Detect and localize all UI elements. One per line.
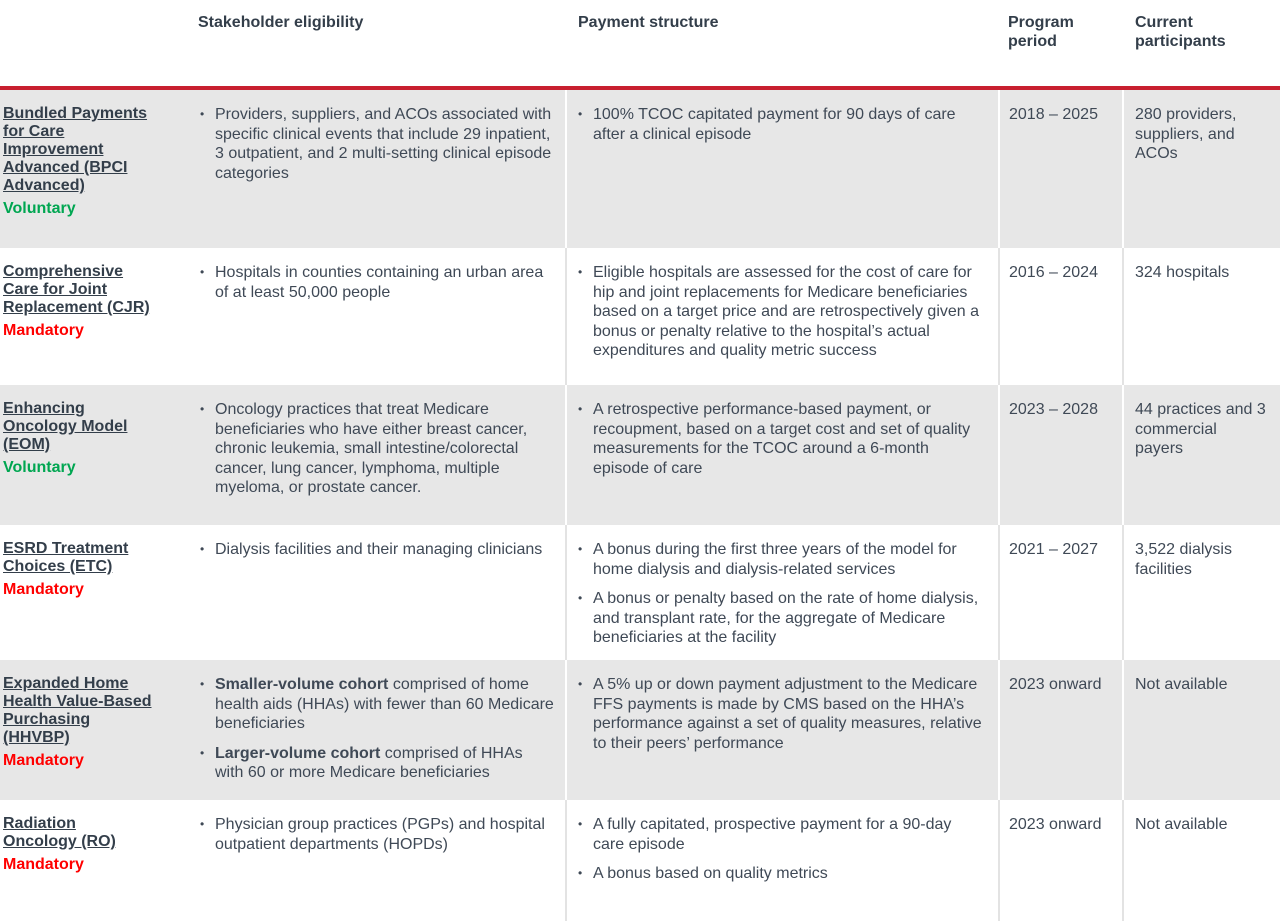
period-cell <box>998 90 1122 248</box>
eligibility-text: Hospitals in counties containing an urban area of at least 50,000 people <box>215 264 544 301</box>
payment-cell <box>565 660 998 800</box>
payment-item <box>578 864 986 884</box>
eligibility-cell <box>190 525 565 660</box>
payment-item <box>578 263 986 361</box>
table-row <box>0 248 1280 385</box>
eligibility-text: Physician group practices (PGPs) and hospital outpatient departments (HOPDs) <box>215 816 545 853</box>
eligibility-item <box>200 105 555 183</box>
eligibility-cell <box>190 660 565 800</box>
eligibility-text: Dialysis facilities and their managing clinicians <box>215 541 543 558</box>
program-period-value: 2021 – 2027 <box>1009 541 1098 558</box>
payment-item <box>578 540 986 579</box>
payment-cell <box>565 525 998 660</box>
payment-cell <box>565 385 998 525</box>
program-status-badge: Voluntary <box>3 459 76 476</box>
table-row <box>0 800 1280 921</box>
bullet-icon: • <box>578 866 583 880</box>
payment-item <box>578 815 986 854</box>
current-participants-value: 3,522 dialysis facilities <box>1135 541 1232 578</box>
bullet-icon: • <box>578 107 583 121</box>
program-period-value: 2023 onward <box>1009 816 1102 833</box>
program-cell <box>0 660 190 800</box>
header-label-payment: Payment structure <box>578 14 719 31</box>
bullet-icon: • <box>578 265 583 279</box>
participants-cell <box>1122 800 1280 921</box>
payment-text: A bonus based on quality metrics <box>593 865 828 882</box>
participants-cell <box>1122 660 1280 800</box>
bullet-icon: • <box>200 402 205 416</box>
payment-cell <box>565 248 998 385</box>
eligibility-item <box>200 263 555 302</box>
participants-cell <box>1122 90 1280 248</box>
current-participants-value: Not available <box>1135 816 1228 833</box>
bullet-icon: • <box>578 542 583 556</box>
current-participants-value: 44 practices and 3 commercial payers <box>1135 401 1266 457</box>
current-participants-value: Not available <box>1135 676 1228 693</box>
header-cell-participants <box>1122 0 1280 86</box>
bullet-icon: • <box>200 265 205 279</box>
payment-text: A bonus or penalty based on the rate of home dialysis, and transplant rate, for the aggregate of Medicare beneficiaries at the facility <box>593 590 979 646</box>
eligibility-bold-lead: Smaller-volume cohort <box>215 676 389 693</box>
header-cell-period <box>998 0 1122 86</box>
payment-cell <box>565 800 998 921</box>
program-status-badge: Voluntary <box>3 200 76 217</box>
eligibility-cell <box>190 800 565 921</box>
payment-text: 100% TCOC capitated payment for 90 days of care after a clinical episode <box>593 106 956 143</box>
table-header <box>0 0 1280 86</box>
program-period-value: 2016 – 2024 <box>1009 264 1098 281</box>
header-label-eligibility: Stakeholder eligibility <box>198 14 364 31</box>
bullet-icon: • <box>578 591 583 605</box>
participants-cell <box>1122 525 1280 660</box>
payment-item <box>578 400 986 478</box>
payment-text: A 5% up or down payment adjustment to the Medicare FFS payments is made by CMS based on the HHA’s performance against a set of quality measures, relative to their peers’ performance <box>593 676 982 752</box>
program-cell <box>0 525 190 660</box>
program-cell <box>0 248 190 385</box>
header-label-period: Program period <box>1008 14 1074 50</box>
eligibility-text: Providers, suppliers, and ACOs associated with specific clinical events that include 29 inpatient, 3 outpatient, and 2 multi-setting clinical episode categories <box>215 106 552 182</box>
bullet-icon: • <box>200 542 205 556</box>
eligibility-item <box>200 675 555 734</box>
header-cell-eligibility <box>190 0 565 86</box>
payment-text: Eligible hospitals are assessed for the cost of care for hip and joint replacements for Medicare beneficiaries based on a target price and are retrospectively given a bonus or penalty relative to the hospital’s actual expenditures and quality metric success <box>593 264 980 359</box>
eligibility-text: Larger-volume cohort comprised of HHAs with 60 or more Medicare beneficiaries <box>215 744 523 781</box>
eligibility-item <box>200 815 555 854</box>
eligibility-cell <box>190 385 565 525</box>
program-cell <box>0 800 190 921</box>
payment-text: A bonus during the first three years of the model for home dialysis and dialysis-related services <box>593 541 957 578</box>
period-cell <box>998 248 1122 385</box>
program-status-badge: Mandatory <box>3 856 84 873</box>
program-period-value: 2018 – 2025 <box>1009 106 1098 123</box>
payment-cell <box>565 90 998 248</box>
table-row <box>0 385 1280 525</box>
current-participants-value: 280 providers, suppliers, and ACOs <box>1135 106 1237 162</box>
bullet-icon: • <box>578 402 583 416</box>
program-name-link[interactable]: Expanded Home Health Value-Based Purchasing (HHVBP) <box>3 675 152 746</box>
program-cell <box>0 90 190 248</box>
eligibility-item <box>200 540 555 560</box>
bullet-icon: • <box>200 817 205 831</box>
program-name-link[interactable]: Radiation Oncology (RO) <box>3 815 116 850</box>
participants-cell <box>1122 248 1280 385</box>
eligibility-cell <box>190 248 565 385</box>
eligibility-text: Smaller-volume cohort comprised of home health aids (HHAs) with fewer than 60 Medicare beneficiaries <box>215 676 554 732</box>
program-name-link[interactable]: Bundled Payments for Care Improvement Advanced (BPCI Advanced) <box>3 105 148 194</box>
header-cell-payment <box>565 0 998 86</box>
period-cell <box>998 800 1122 921</box>
payment-item <box>578 105 986 144</box>
bullet-icon: • <box>200 107 205 121</box>
period-cell <box>998 385 1122 525</box>
table-row <box>0 660 1280 800</box>
payment-item <box>578 675 986 753</box>
payment-text: A retrospective performance-based payment, or recoupment, based on a target cost and set of quality measurements for the TCOC around a 6-month episode of care <box>593 401 971 477</box>
program-cell <box>0 385 190 525</box>
eligibility-item <box>200 400 555 498</box>
eligibility-text: Oncology practices that treat Medicare beneficiaries who have either breast cancer, chronic leukemia, small intestine/colorectal cancer, lung cancer, lymphoma, multiple myeloma, or prostate cancer. <box>215 401 528 496</box>
period-cell <box>998 660 1122 800</box>
program-name-link[interactable]: ESRD Treatment Choices (ETC) <box>3 540 129 575</box>
eligibility-cell <box>190 90 565 248</box>
participants-cell <box>1122 385 1280 525</box>
program-name-link[interactable]: Enhancing Oncology Model (EOM) <box>3 400 128 453</box>
table-row <box>0 90 1280 248</box>
program-status-badge: Mandatory <box>3 752 84 769</box>
header-label-participants: Current participants <box>1135 14 1226 50</box>
table-row <box>0 525 1280 660</box>
bullet-icon: • <box>200 745 205 760</box>
period-cell <box>998 525 1122 660</box>
header-cell-program <box>0 0 190 86</box>
bullet-icon: • <box>578 677 583 691</box>
program-period-value: 2023 – 2028 <box>1009 401 1098 418</box>
eligibility-bold-lead: Larger-volume cohort <box>215 744 381 762</box>
eligibility-item <box>200 744 555 783</box>
program-name-link[interactable]: Comprehensive Care for Joint Replacement (CJR) <box>3 263 150 316</box>
payment-item <box>578 589 986 648</box>
bullet-icon: • <box>200 677 205 691</box>
program-status-badge: Mandatory <box>3 581 84 598</box>
table-body <box>0 90 1280 921</box>
bullet-icon: • <box>578 817 583 831</box>
current-participants-value: 324 hospitals <box>1135 264 1230 281</box>
program-period-value: 2023 onward <box>1009 676 1102 693</box>
program-status-badge: Mandatory <box>3 322 84 339</box>
payment-text: A fully capitated, prospective payment for a 90-day care episode <box>593 816 952 853</box>
